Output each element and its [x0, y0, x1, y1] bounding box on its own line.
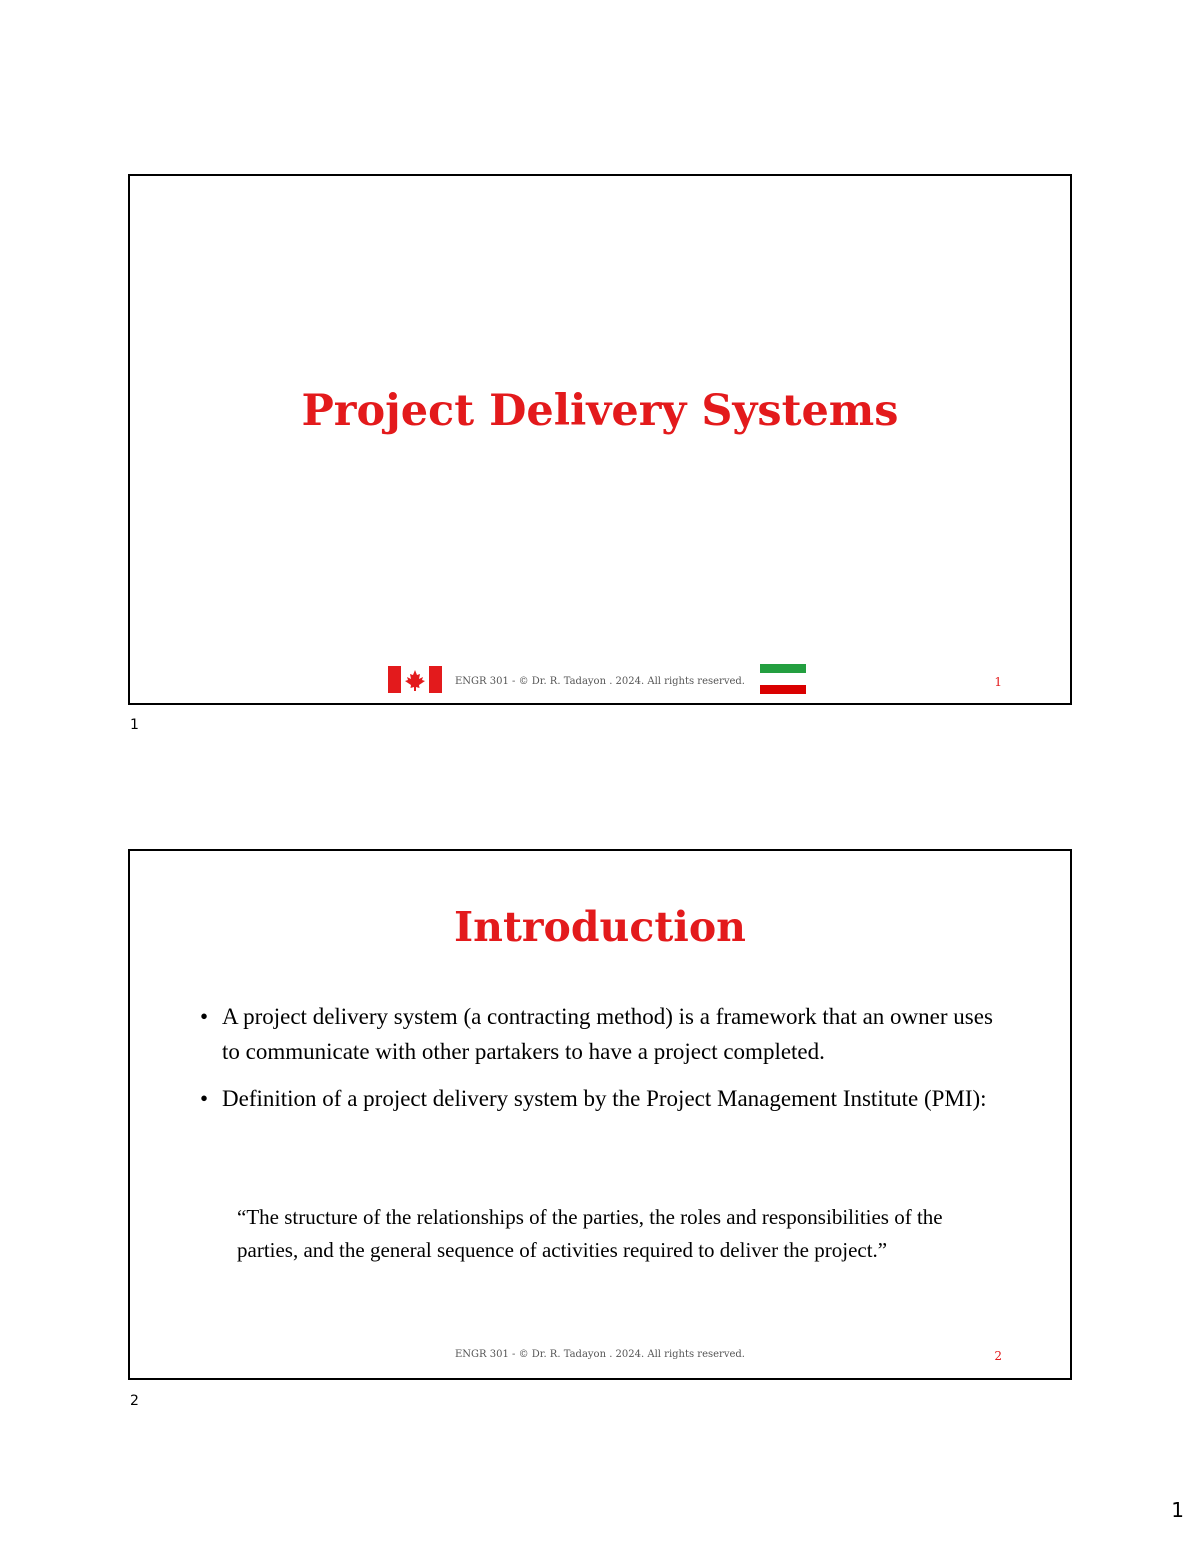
slide-2: [128, 849, 1072, 1380]
slide-footer: ENGR 301 - © Dr. R. Tadayon . 2024. All rights reserved.: [455, 676, 745, 687]
bullet-item: [200, 999, 1000, 1069]
slide-label: 2: [130, 1393, 139, 1409]
slide-1: [128, 174, 1072, 705]
bullet-list: [200, 999, 1000, 1128]
iran-flag-icon: [760, 664, 806, 694]
bullet-marker: •: [200, 1004, 209, 1029]
pmi-quote: “The structure of the relationships of the parties, the roles and responsibilities of the parties, and the general sequence of activities required to deliver the project.”: [237, 1205, 943, 1262]
bullet-item: [200, 1081, 1000, 1116]
slide-label: 1: [130, 717, 139, 733]
slide-title: Project Delivery Systems: [301, 386, 899, 436]
slide-title: Introduction: [454, 903, 746, 951]
slide-footer: ENGR 301 - © Dr. R. Tadayon . 2024. All rights reserved.: [455, 1349, 745, 1360]
bullet-text: A project delivery system (a contracting method) is a framework that an owner uses to communicate with other partakers to have a project completed.: [222, 1004, 993, 1064]
slide-number: 2: [994, 1349, 1002, 1363]
bullet-text: Definition of a project delivery system by the Project Management Institute (PMI):: [222, 1086, 987, 1111]
slide-number: 1: [994, 675, 1002, 689]
bullet-marker: •: [200, 1086, 209, 1111]
page-number: 1: [1171, 1498, 1184, 1522]
